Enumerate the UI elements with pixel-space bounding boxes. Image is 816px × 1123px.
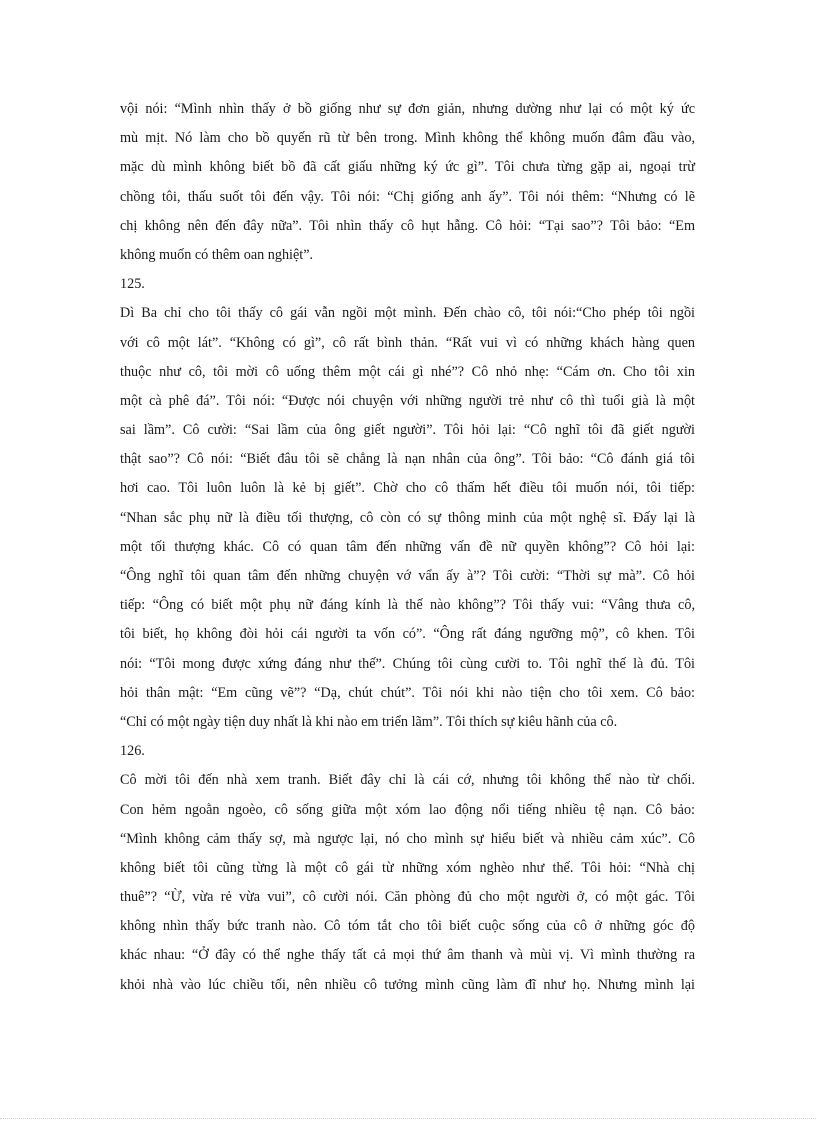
text-line: tôi biết, họ không đòi hỏi cái người ta vốn có”. “Ông rất đáng ngưỡng mộ”, cô khen. Tôi xyxy=(120,626,695,643)
text-line: “Mình không cảm thấy sợ, mà ngược lại, nó cho mình sự hiểu biết và nhiều cảm xúc”. Cô xyxy=(120,830,695,847)
text-line: khỏi nhà vào lúc chiều tối, nên nhiều cô tưởng mình cũng làm đĩ như họ. Nhưng mình lại xyxy=(120,976,695,993)
text-line: Con hẻm ngoằn ngoèo, cô sống giữa một xóm lao động nổi tiếng nhiều tệ nạn. Cô bảo: xyxy=(120,801,695,818)
text-line: không muốn có thêm oan nghiệt”. xyxy=(120,246,314,263)
text-line: sai lầm”. Cô cười: “Sai lầm của ông giết người”. Tôi hỏi lại: “Cô nghĩ tôi đã giết người xyxy=(120,422,695,439)
text-line: hỏi thân mật: “Em cũng vẽ”? “Dạ, chút chút”. Tôi nói khi nào tiện cho tôi xem. Cô bảo: xyxy=(120,684,695,701)
text-line: thuê”? “Ừ, vừa rẻ vừa vui”, cô cười nói. Căn phòng đủ cho một người ở, có một gác. Tôi xyxy=(120,889,695,906)
text-line: không biết tôi cũng từng là một cô gái từ những xóm nghèo như thế. Tôi hỏi: “Nhà chị xyxy=(120,859,695,876)
text-line: chồng tôi, thấu suốt tôi đến vậy. Tôi nói: “Chị giống anh ấy”. Tôi nói thêm: “Nhưng có lẽ xyxy=(120,188,695,205)
text-line: không nhìn thấy bức tranh nào. Cô tóm tắt cho tôi biết cuộc sống của cô ở những góc độ xyxy=(120,918,695,935)
text-line: thật sao”? Cô nói: “Biết đâu tôi sẽ chẳng là nạn nhân của ông”. Tôi bảo: “Cô đánh giá tôi xyxy=(120,451,695,468)
text-line: mặc dù mình không biết bồ đã cất giấu những ký ức gì”. Tôi chưa từng gặp ai, ngoại trừ xyxy=(120,159,695,176)
document-page xyxy=(120,95,695,1000)
page-edge-divider xyxy=(0,1118,816,1119)
text-line: chị không nên đến đây nữa”. Tôi nhìn thấy cô hụt hẫng. Cô hỏi: “Tại sao”? Tôi bảo: “Em xyxy=(120,217,695,234)
text-line: vội nói: “Mình nhìn thấy ở bồ giống như sự đơn giản, nhưng dường như lại có một ký ức xyxy=(120,101,695,117)
text-line: Dì Ba chỉ cho tôi thấy cô gái vẫn ngồi một mình. Đến chào cô, tôi nói:“Cho phép tôi ngồi xyxy=(120,305,695,322)
text-line: “Ông nghĩ tôi quan tâm đến những chuyện vớ vẩn ấy à”? Tôi cười: “Thời sự mà”. Cô hỏi xyxy=(120,568,695,584)
text-line: một cà phê đá”. Tôi nói: “Được nói chuyện với những người trẻ như cô thì tuổi già là một xyxy=(120,392,695,409)
text-line: thuộc như cô, tôi mời cô uống thêm một cái gì nhé”? Cô nhỏ nhẹ: “Cám ơn. Cho tôi xin xyxy=(120,363,695,380)
text-line: “Nhan sắc phụ nữ là điều tối thượng, cô còn có sự thông minh của một nghệ sĩ. Đấy lại là xyxy=(120,509,695,526)
paragraph xyxy=(120,299,695,737)
text-line: với cô một lát”. “Không có gì”, cô rất bình thản. “Rất vui vì có những khách hàng quen xyxy=(120,334,695,351)
text-line: “Chỉ có một ngày tiện duy nhất là khi nào em triển lãm”. Tôi thích sự kiêu hãnh của cô. xyxy=(120,713,618,730)
text-line: khác nhau: “Ở đây có thể nghe thấy tất cả mọi thứ âm thanh và mùi vị. Vì mình thường ra xyxy=(120,947,695,964)
text-line: nói: “Tôi mong được xứng đáng như thế”. Chúng tôi cùng cười to. Tôi nghĩ thế là đủ. Tôi xyxy=(120,655,695,672)
text-line: Cô mời tôi đến nhà xem tranh. Biết đây chỉ là cái cớ, nhưng tôi không thể nào từ chối. xyxy=(120,772,695,789)
text-line: một tối thượng khác. Cô có quan tâm đến những vấn đề nữ quyền không”? Cô hỏi lại: xyxy=(120,538,695,555)
text-line: hơi cao. Tôi luôn luôn là kẻ bị giết”. Chờ cho cô thấm hết điều tôi muốn nói, tôi tiếp: xyxy=(120,480,695,497)
text-line: mù mịt. Nó làm cho bồ quyến rũ từ bên trong. Mình không thể không muốn đâm đầu vào, xyxy=(120,130,695,147)
section-number: 126. xyxy=(120,743,145,760)
text-line: tiếp: “Ông có biết một phụ nữ đáng kính là thế nào không”? Tôi thấy vui: “Vâng thưa cô, xyxy=(120,597,695,614)
section-number: 125. xyxy=(120,276,145,293)
paragraph xyxy=(120,95,695,270)
paragraph xyxy=(120,766,695,1000)
